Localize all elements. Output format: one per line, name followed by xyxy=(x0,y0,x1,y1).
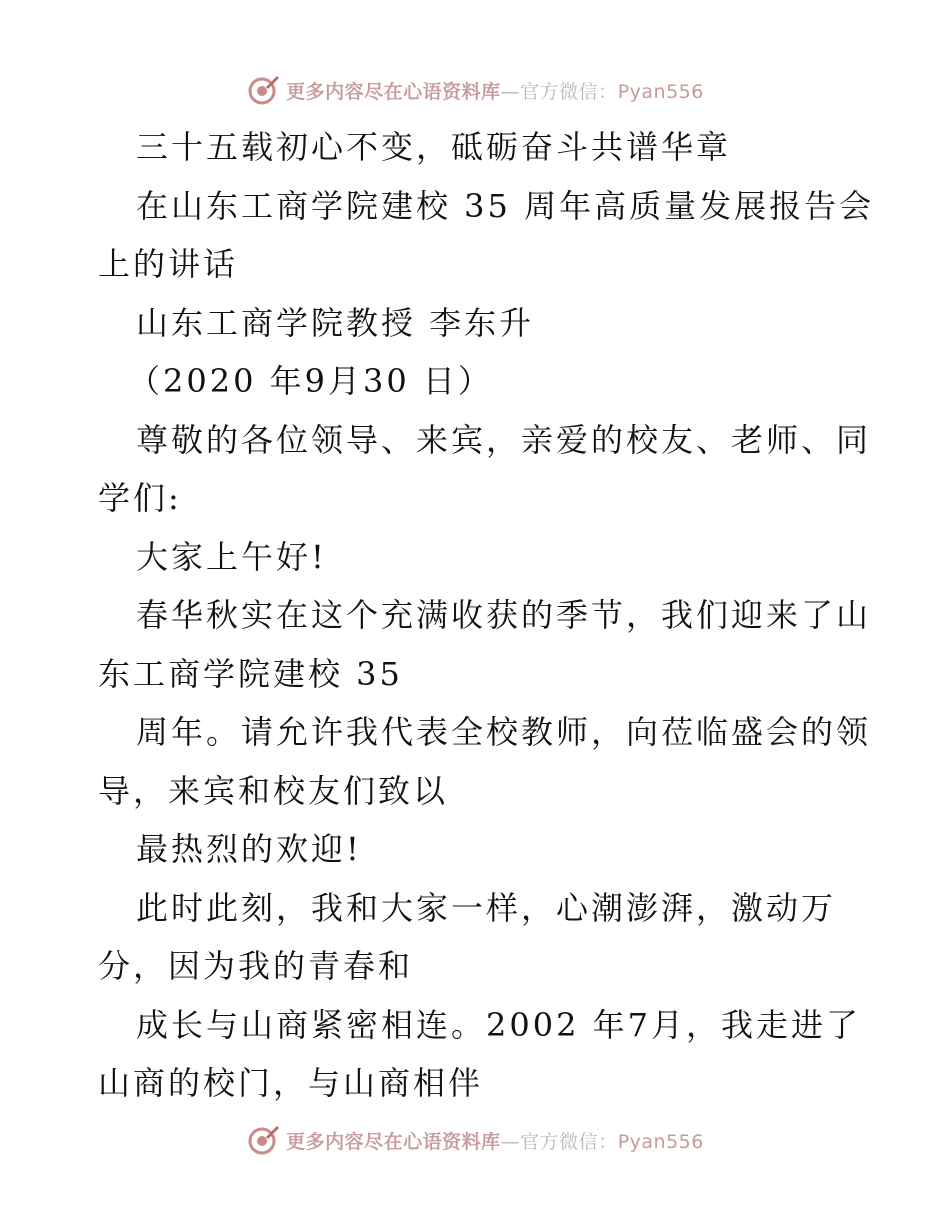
pen-logo-icon xyxy=(246,1123,280,1157)
watermark-sub-text: —官方微信： xyxy=(500,80,618,103)
document-subtitle: 在山东工商学院建校 35 周年高质量发展报告会 xyxy=(136,186,875,225)
date-line: （2020 年9月30 日） xyxy=(128,362,493,400)
pen-logo-icon xyxy=(246,73,280,107)
text-line: 分，因为我的青春和 xyxy=(98,947,414,985)
document-title: 三十五载初心不变，砥砺奋斗共谱华章 xyxy=(136,128,732,166)
watermark-sub-text: —官方微信： xyxy=(500,1130,618,1153)
footer-watermark xyxy=(0,1120,950,1160)
document-subtitle-cont: 上的讲话 xyxy=(98,245,239,283)
text-line: 尊敬的各位领导、来宾，亲爱的校友、老师、同 xyxy=(136,420,872,459)
watermark-id-text: Pyan556 xyxy=(617,80,704,103)
text-line: 此时此刻，我和大家一样，心潮澎湃，激动万 xyxy=(136,888,837,927)
watermark-id-text: Pyan556 xyxy=(617,1130,704,1153)
text-line: 东工商学院建校 35 xyxy=(98,654,403,693)
document-body xyxy=(98,118,875,1113)
watermark-main-text: 更多内容尽在心语资料库 xyxy=(286,1130,501,1153)
text-line: 春华秋实在这个充满收获的季节，我们迎来了山 xyxy=(136,596,872,634)
text-line: 大家上午好! xyxy=(136,537,327,576)
author-line: 山东工商学院教授 李东升 xyxy=(136,303,535,342)
text-line: 学们: xyxy=(98,479,182,517)
text-line: 成长与山商紧密相连。2002 年7月，我走进了 xyxy=(136,1005,861,1044)
text-line: 周年。请允许我代表全校教师，向莅临盛会的领 xyxy=(136,713,872,751)
text-line: 导，来宾和校友们致以 xyxy=(98,771,449,810)
text-line: 最热烈的欢迎! xyxy=(136,830,362,868)
header-watermark xyxy=(0,70,950,110)
watermark-main-text: 更多内容尽在心语资料库 xyxy=(286,80,501,103)
text-line: 山商的校门，与山商相伴 xyxy=(98,1064,484,1102)
